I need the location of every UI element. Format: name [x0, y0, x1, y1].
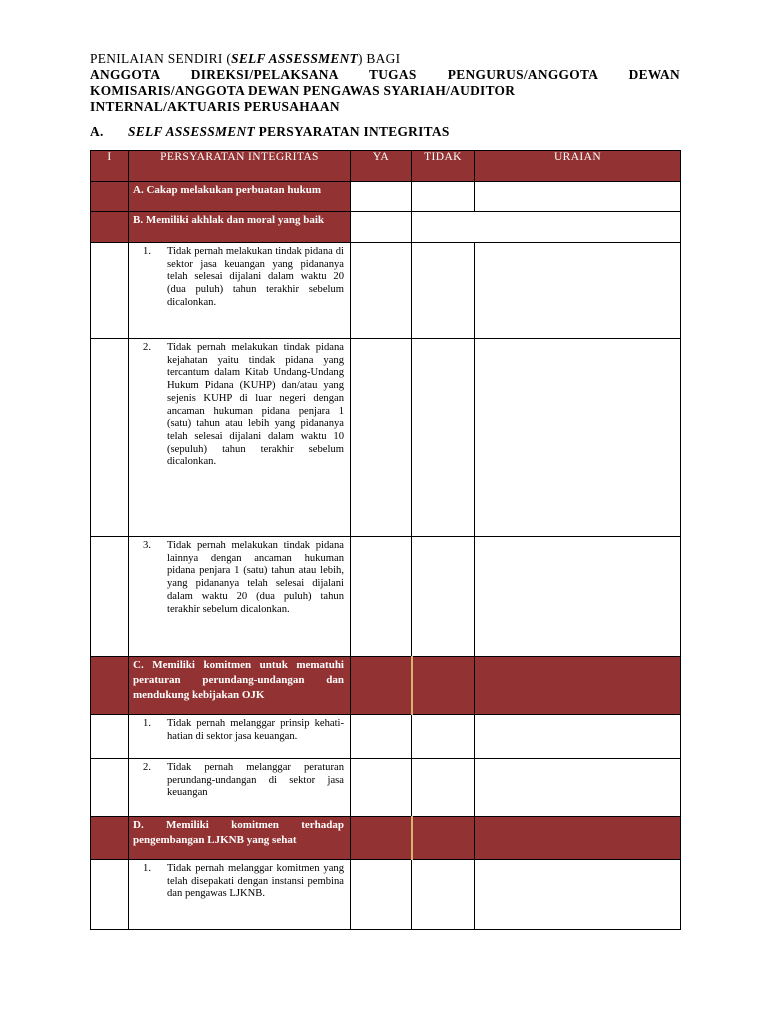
category-a: A. Cakap melakukan perbuatan hukum	[129, 182, 351, 212]
table-row	[91, 339, 681, 537]
col-header-requirement: PERSYARATAN INTEGRITAS	[129, 151, 351, 182]
tidak-cell[interactable]	[412, 860, 475, 930]
item-c1: 1. Tidak pernah melanggar prinsip kehati-hatian di sektor jasa keuangan.	[129, 715, 351, 759]
ya-cell[interactable]	[351, 243, 412, 339]
tidak-cell[interactable]	[412, 243, 475, 339]
item-c2: 2. Tidak pernah melanggar peraturan perundang-undangan di sektor jasa keuangan	[129, 759, 351, 817]
tidak-cell[interactable]	[412, 339, 475, 537]
ya-cell[interactable]	[351, 715, 412, 759]
col-header-ya: YA	[351, 151, 412, 182]
table-row	[91, 860, 681, 930]
uraian-cell[interactable]	[475, 657, 681, 715]
category-b: B. Memiliki akhlak dan moral yang baik	[129, 212, 351, 243]
ya-cell[interactable]	[351, 212, 412, 243]
item-b2: 2. Tidak pernah melakukan tindak pidana kejahatan yaitu tindak pidana yang tercantum dalam Kitab Undang-Undang Hukum Pidana (KUHP) dan/atau yang sejenis KUHP di luar negeri dengan ancaman hukuman pidana penjara 1 (satu) tahun atau lebih yang pidananya telah selesai dijalani dalam waktu 10 (sepuluh) tahun terakhir sebelum dicalonkan.	[129, 339, 351, 537]
section-heading: A. SELF ASSESSMENT PERSYARATAN INTEGRITAS	[90, 124, 450, 139]
uraian-cell[interactable]	[475, 817, 681, 860]
uraian-cell[interactable]	[475, 243, 681, 339]
uraian-cell[interactable]	[475, 759, 681, 817]
ya-cell[interactable]	[351, 657, 412, 715]
category-d: D. Memiliki komitmen terhadap pengembangan LJKNB yang sehat	[129, 817, 351, 860]
uraian-cell[interactable]	[475, 860, 681, 930]
ya-cell[interactable]	[351, 817, 412, 860]
uraian-cell[interactable]	[475, 182, 681, 212]
tidak-cell[interactable]	[412, 715, 475, 759]
ya-cell[interactable]	[351, 339, 412, 537]
item-b3: 3. Tidak pernah melakukan tindak pidana lainnya dengan ancaman hukuman pidana penjara 1 (satu) tahun atau lebih, yang pidananya telah selesai dijalani dalam waktu 20 (dua puluh) tahun terakhir sebelum dicalonkan.	[129, 537, 351, 657]
document-title	[90, 51, 680, 115]
ya-cell[interactable]	[351, 860, 412, 930]
tidak-cell[interactable]	[412, 817, 475, 860]
table-header-row	[91, 151, 681, 182]
col-header-no: I	[91, 151, 129, 182]
tidak-cell[interactable]	[412, 759, 475, 817]
table-row	[91, 817, 681, 860]
item-b1: 1. Tidak pernah melakukan tindak pidana di sektor jasa keuangan yang pidananya telah selesai dijalani dalam waktu 20 (dua puluh) tahun terakhir sebelum dicalonkan.	[129, 243, 351, 339]
title-line-1: PENILAIAN SENDIRI (SELF ASSESSMENT) BAGI	[90, 51, 401, 66]
title-line-3: KOMISARIS/ANGGOTA DEWAN PENGAWAS SYARIAH/AUDITOR	[90, 83, 516, 98]
col-header-tidak: TIDAK	[412, 151, 475, 182]
tidak-cell[interactable]	[412, 182, 475, 212]
table-row	[91, 182, 681, 212]
uraian-cell[interactable]	[475, 537, 681, 657]
table-row	[91, 715, 681, 759]
table-row	[91, 657, 681, 715]
title-line-4: INTERNAL/AKTUARIS PERUSAHAAN	[90, 99, 340, 114]
category-c: C. Memiliki komitmen untuk mematuhi peraturan perundang-undangan dan mendukung kebijakan OJK	[129, 657, 351, 715]
integrity-requirements-table	[90, 150, 681, 930]
tidak-cell[interactable]	[412, 657, 475, 715]
title-line-2: ANGGOTA DIREKSI/PELAKSANA TUGAS PENGURUS/ANGGOTA DEWAN	[90, 67, 680, 82]
table-row	[91, 759, 681, 817]
item-d1: 1. Tidak pernah melanggar komitmen yang telah disepakati dengan instansi pembina dan pengawas LJKNB.	[129, 860, 351, 930]
tidak-cell[interactable]	[412, 537, 475, 657]
ya-cell[interactable]	[351, 182, 412, 212]
table-row	[91, 212, 681, 243]
ya-cell[interactable]	[351, 537, 412, 657]
col-header-uraian: URAIAN	[475, 151, 681, 182]
ya-cell[interactable]	[351, 759, 412, 817]
uraian-cell[interactable]	[475, 339, 681, 537]
table-row	[91, 243, 681, 339]
uraian-cell[interactable]	[475, 715, 681, 759]
table-row	[91, 537, 681, 657]
merged-cell[interactable]	[412, 212, 681, 243]
